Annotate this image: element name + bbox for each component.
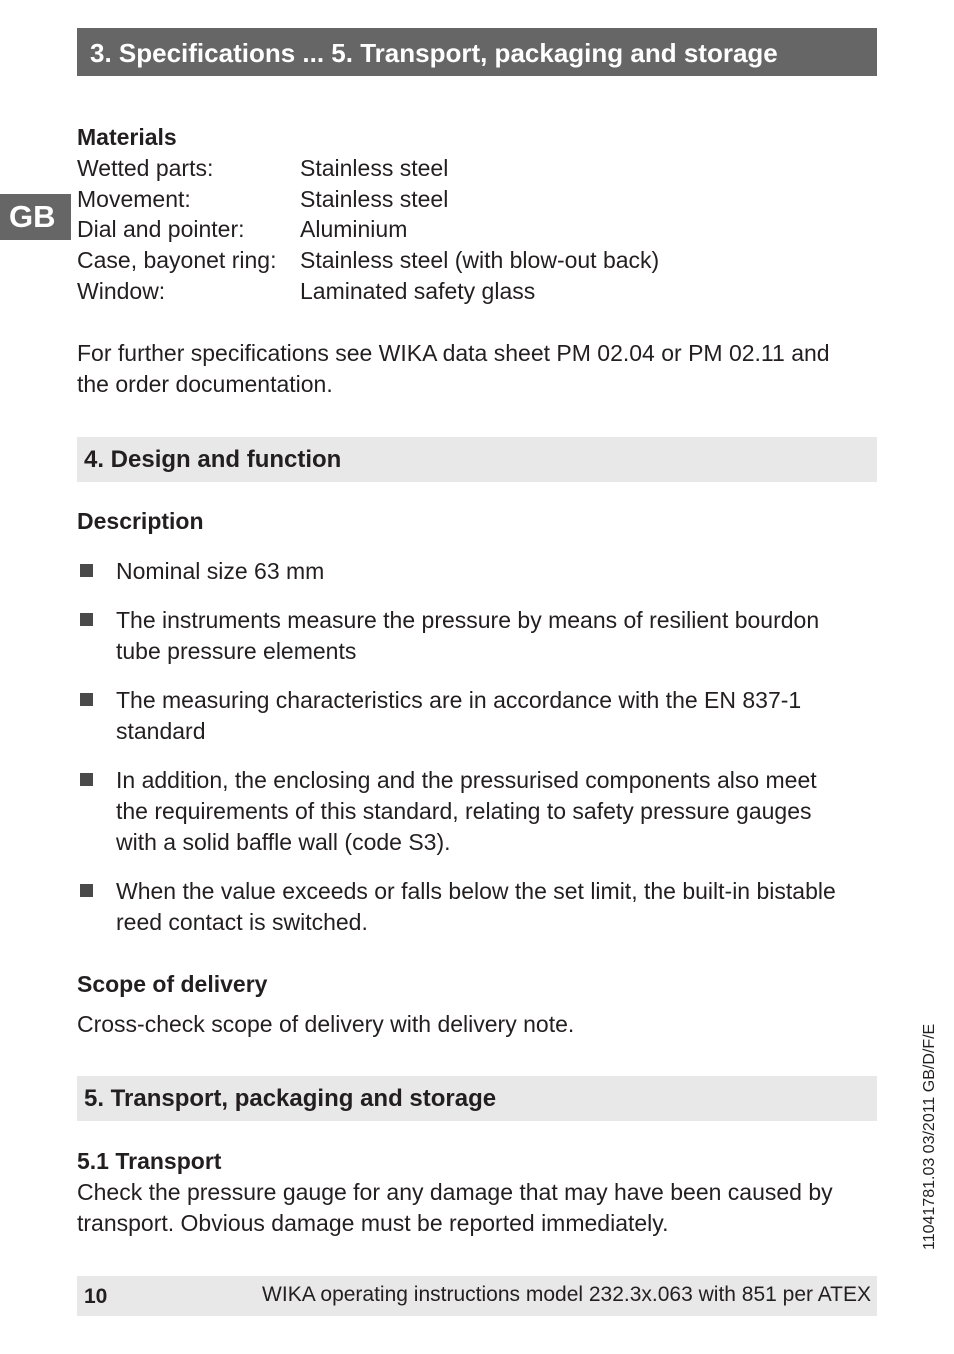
bullet-text: The instruments measure the pressure by means of resilient bourdon (116, 607, 820, 633)
bullet-marker (80, 773, 93, 786)
transport-subheading: 5.1 Transport (77, 1148, 222, 1174)
bullet-text: The measuring characteristics are in accordance with the EN 837-1 (116, 687, 802, 713)
page-header (77, 28, 877, 76)
section-5-heading (77, 1076, 877, 1121)
bullet-text: When the value exceeds or falls below the set limit, the built-in bistable (116, 878, 836, 904)
materials-note-line: For further specifications see WIKA data sheet PM 02.04 or PM 02.11 and (77, 340, 830, 366)
spec-label: Movement: (77, 186, 191, 212)
spec-value: Aluminium (300, 216, 408, 242)
bullet-text: Nominal size 63 mm (116, 558, 325, 584)
page-footer (77, 1276, 877, 1316)
bullet-marker (80, 884, 93, 897)
transport-text-line: transport. Obvious damage must be reported immediately. (77, 1210, 669, 1236)
bullet-text: the requirements of this standard, relating to safety pressure gauges (116, 798, 812, 824)
spec-label: Case, bayonet ring: (77, 247, 277, 273)
description-heading: Description (77, 508, 204, 534)
bullet-marker (80, 693, 93, 706)
scope-heading: Scope of delivery (77, 971, 268, 997)
bullet-text: with a solid baffle wall (code S3). (116, 829, 451, 855)
spec-label: Wetted parts: (77, 155, 214, 181)
materials-note-line: the order documentation. (77, 371, 333, 397)
spec-label: Window: (77, 278, 166, 304)
spec-label: Dial and pointer: (77, 216, 245, 242)
spec-value: Stainless steel (with blow-out back) (300, 247, 660, 273)
bullet-text: tube pressure elements (116, 638, 357, 664)
bullet-text: In addition, the enclosing and the pressurised components also meet (116, 767, 817, 793)
header-title: 3. Specifications ... 5. Transport, packaging and storage (90, 38, 778, 68)
section-title: 5. Transport, packaging and storage (84, 1085, 497, 1112)
materials-heading: Materials (77, 124, 177, 150)
spec-value: Laminated safety glass (300, 278, 536, 304)
bullet-marker (80, 613, 93, 626)
bullet-text: standard (116, 718, 206, 744)
bullet-marker (80, 564, 93, 577)
section-title: 4. Design and function (84, 446, 342, 473)
spec-value: Stainless steel (300, 186, 449, 212)
page-number: 10 (84, 1285, 108, 1308)
bullet-text: reed contact is switched. (116, 909, 368, 935)
footer-title: WIKA operating instructions model 232.3x.063 with 851 per ATEX (262, 1283, 871, 1306)
spec-value: Stainless steel (300, 155, 449, 181)
section-4-heading (77, 437, 877, 482)
language-tab: GB (0, 194, 71, 240)
scope-text: Cross-check scope of delivery with delivery note. (77, 1011, 575, 1037)
document-code: 11041781.03 03/2011 GB/D/F/E (921, 1023, 938, 1250)
transport-text-line: Check the pressure gauge for any damage that may have been caused by (77, 1179, 833, 1205)
